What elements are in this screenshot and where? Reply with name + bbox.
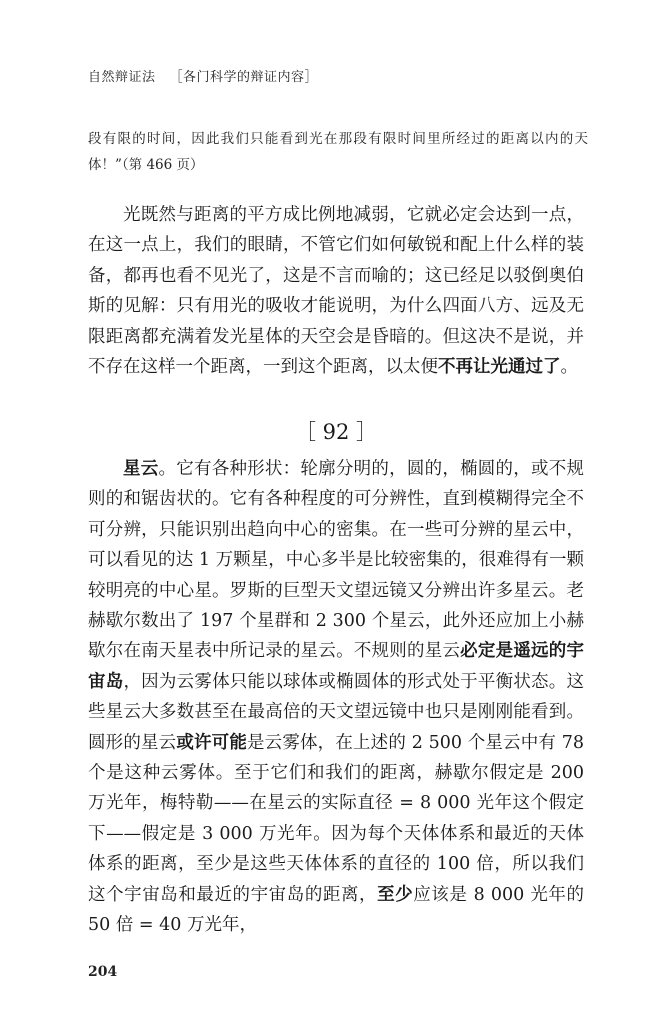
paragraph-2-bold-b: 必定是遥远的宇宙岛 [88, 641, 585, 692]
paragraph-2-text-a: 。它有各种形状：轮廓分明的，圆的，椭圆的，或不规则的和锯齿状的。它有各种程度的可分辨性，直到模糊得完全不可分辨，只能识别出趋向中心的密集。在一些可分辨的星云中，可以看见的达 1 万颗星，中心多半是比较密集的，很难得有一颗较明亮的中心星。罗斯的巨型天文望远镜又分辨出许多星云。老赫歇尔数出了 197 个星群和 2 300 个星云，此外还应加上小赫歇尔在南天星表中所记录的星云。不规则的星云 [88, 459, 585, 662]
paragraph-1-text-a: 光既然与距离的平方成比例地减弱，它就必定会达到一点，在这一点上，我们的眼睛，不管它们如何敏锐和配上什么样的装备，都再也看不见光了，这是不言而喻的；这已经足以驳倒奥伯斯的见解：只有用光的吸收才能说明，为什么四面八方、远及无限距离都充满着发光星体的天空会是昏暗的。但这决不是说，并不存在这样一个距离，一到这个距离，以太便 [88, 205, 584, 378]
running-head-title: 自然辩证法 [88, 70, 156, 85]
section-number: ［ 92 ］ [294, 420, 378, 444]
paragraph-2-bold-c: 或许可能 [176, 732, 247, 753]
paragraph-1 [88, 200, 584, 382]
running-head-section: ［各门科学的辩证内容］ [169, 70, 319, 85]
paragraph-2-text-d: 应该是 8 000 光年的 50 倍 = 40 万光年， [88, 884, 585, 936]
paragraph-2 [88, 454, 584, 941]
quote-block [88, 126, 588, 178]
running-head [88, 66, 318, 85]
paragraph-2-text-c: 是云雾体，在上述的 2 500 个星云中有 78 个是这种云雾体。至于它们和我们的距离，赫歇尔假定是 200 万光年，梅特勒——在星云的实际直径 = 8 000 光年这个假定下——假定是 3 000 万光年。因为每个天体体系和最近的天体体系的距离，至少是这些天体体系的直径的 100 倍，所以我们这个宇宙岛和最近的宇宙岛的距离， [88, 732, 585, 905]
paragraph-2-bold-d: 至少 [377, 884, 414, 905]
page-number: 204 [88, 964, 118, 980]
paragraph-1-text-b: 。 [560, 357, 578, 378]
paragraph-2-bold-a: 星云 [123, 459, 159, 479]
quote-text: 段有限的时间，因此我们只能看到光在那段有限时间里所经过的距离以内的天体！”（第 466 页） [88, 131, 588, 173]
paragraph-2-text-b: ，因为云雾体只能以球体或椭圆体的形式处于平衡状态。这些星云大多数甚至在最高倍的天文望远镜中也只是刚刚能看到。圆形的星云 [88, 671, 585, 753]
paragraph-1-bold-a: 不再让光通过了 [438, 357, 561, 378]
